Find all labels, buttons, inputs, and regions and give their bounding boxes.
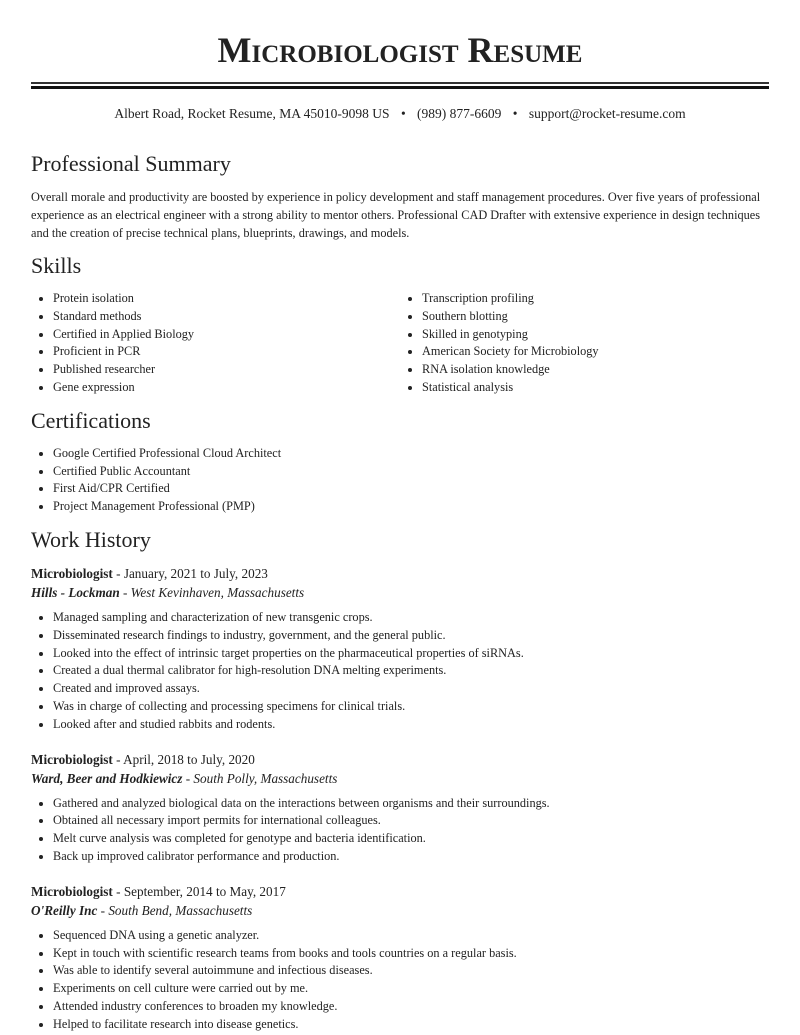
skills-section: [31, 252, 769, 397]
skill-item: • Gene expression: [53, 379, 400, 397]
job-bullet: • Helped to facilitate research into disease genetics.: [53, 1016, 769, 1034]
section-heading: Work History: [31, 526, 151, 552]
job-bullet: • Attended industry conferences to broaden my knowledge.: [53, 998, 769, 1016]
skill-item: • Certified in Applied Biology: [53, 326, 400, 344]
dash: -: [112, 883, 124, 899]
job-bullet: • Obtained all necessary import permits for international colleagues.: [53, 812, 769, 830]
contact-phone: (989) 877-6609: [417, 106, 502, 121]
skill-item: • Transcription profiling: [422, 290, 769, 308]
job-bullet: • Was able to identify several autoimmune and infectious diseases.: [53, 962, 769, 980]
job-company-line: [31, 769, 769, 788]
skill-item: • Protein isolation: [53, 290, 400, 308]
job-bullet: • Sequenced DNA using a genetic analyzer.: [53, 927, 769, 945]
job-company-line: [31, 901, 769, 920]
job-location: West Kevinhaven, Massachusetts: [130, 584, 305, 600]
job-bullet: • Looked after and studied rabbits and rodents.: [53, 716, 769, 734]
job-bullet: • Back up improved calibrator performance and production.: [53, 848, 769, 866]
job-bullet: • Managed sampling and characterization of new transgenic crops.: [53, 609, 769, 627]
dash: -: [97, 902, 109, 918]
dash: -: [119, 584, 131, 600]
job-bullets: [31, 927, 769, 1034]
work-history-section: [31, 526, 769, 1034]
skill-item: • Standard methods: [53, 308, 400, 326]
job-title-line: [31, 750, 769, 769]
section-heading: Skills: [31, 253, 82, 278]
skill-item: • Skilled in genotyping: [422, 326, 769, 344]
job-company-line: [31, 583, 769, 602]
skill-item: • Statistical analysis: [422, 379, 769, 397]
job-bullet: • Gathered and analyzed biological data on the interactions between organisms and their surroundings.: [53, 795, 769, 813]
job-company: Ward, Beer and Hodkiewicz: [31, 770, 183, 786]
title-divider-thick: [31, 86, 769, 89]
contact-email: support@rocket-resume.com: [528, 106, 686, 121]
summary-section: [31, 150, 769, 242]
job-bullet: • Experiments on cell culture were carried out by me.: [53, 980, 769, 998]
job-bullet: • Kept in touch with scientific research teams from books and tools countries on a regular basis.: [53, 945, 769, 963]
job-bullet: • Looked into the effect of intrinsic target properties on the pharmaceutical properties of siRNAs.: [53, 645, 769, 663]
job-location: South Polly, Massachusetts: [193, 770, 338, 786]
dash: -: [182, 770, 194, 786]
certification-item: • Certified Public Accountant: [53, 463, 769, 481]
job-dates: January, 2021 to July, 2023: [123, 565, 268, 581]
job-bullets: [31, 795, 769, 866]
job-role: Microbiologist: [31, 751, 113, 767]
bullet-separator-icon: •: [512, 106, 518, 121]
section-heading: Professional Summary: [31, 151, 231, 176]
job-bullet: • Was in charge of collecting and processing specimens for clinical trials.: [53, 698, 769, 716]
job-bullet: • Melt curve analysis was completed for genotype and bacteria identification.: [53, 830, 769, 848]
certifications-list: [31, 445, 769, 516]
job-company: O'Reilly Inc: [31, 902, 98, 918]
job-title-line: [31, 564, 769, 583]
job-dates: April, 2018 to July, 2020: [123, 751, 255, 767]
contact-line: [31, 105, 769, 123]
skill-item: • Published researcher: [53, 361, 400, 379]
dash: -: [112, 565, 124, 581]
certification-item: • Project Management Professional (PMP): [53, 498, 769, 516]
certification-item: • Google Certified Professional Cloud Architect: [53, 445, 769, 463]
job-dates: September, 2014 to May, 2017: [123, 883, 286, 899]
job-company: Hills - Lockman: [31, 584, 120, 600]
skill-item: • Proficient in PCR: [53, 343, 400, 361]
job-bullet: • Created and improved assays.: [53, 680, 769, 698]
job-bullet: • Disseminated research findings to industry, government, and the general public.: [53, 627, 769, 645]
job-bullets: [31, 609, 769, 734]
bullet-separator-icon: •: [400, 106, 406, 121]
summary-text: Overall morale and productivity are boosted by experience in policy development and staff management procedures. Over five years of professional experience as an electrical engineer with a strong ability to mentor others. Professional CAD Drafter with extensive experience in design techniques and the creation of precise technical plans, blueprints, drawings, and models.: [31, 190, 761, 240]
resume-title: Microbiologist Resume: [217, 30, 583, 70]
job-title-line: [31, 882, 769, 901]
job-bullet: • Created a dual thermal calibrator for high-resolution DNA melting experiments.: [53, 662, 769, 680]
contact-address: Albert Road, Rocket Resume, MA 45010-9098 US: [114, 106, 390, 121]
skills-grid: [31, 290, 769, 397]
skill-item: • American Society for Microbiology: [422, 343, 769, 361]
job-role: Microbiologist: [31, 883, 113, 899]
job-entry: [31, 750, 769, 866]
skill-item: • RNA isolation knowledge: [422, 361, 769, 379]
job-location: South Bend, Massachusetts: [108, 902, 253, 918]
skill-item: • Southern blotting: [422, 308, 769, 326]
job-entry: [31, 564, 769, 734]
skills-list-left: [31, 290, 400, 397]
certification-item: • First Aid/CPR Certified: [53, 480, 769, 498]
dash: -: [112, 751, 124, 767]
job-entry: [31, 882, 769, 1034]
section-heading: Certifications: [31, 407, 151, 433]
certifications-section: [31, 407, 769, 516]
skills-list-right: [400, 290, 769, 397]
job-role: Microbiologist: [31, 565, 113, 581]
title-divider-thin: [31, 82, 769, 84]
